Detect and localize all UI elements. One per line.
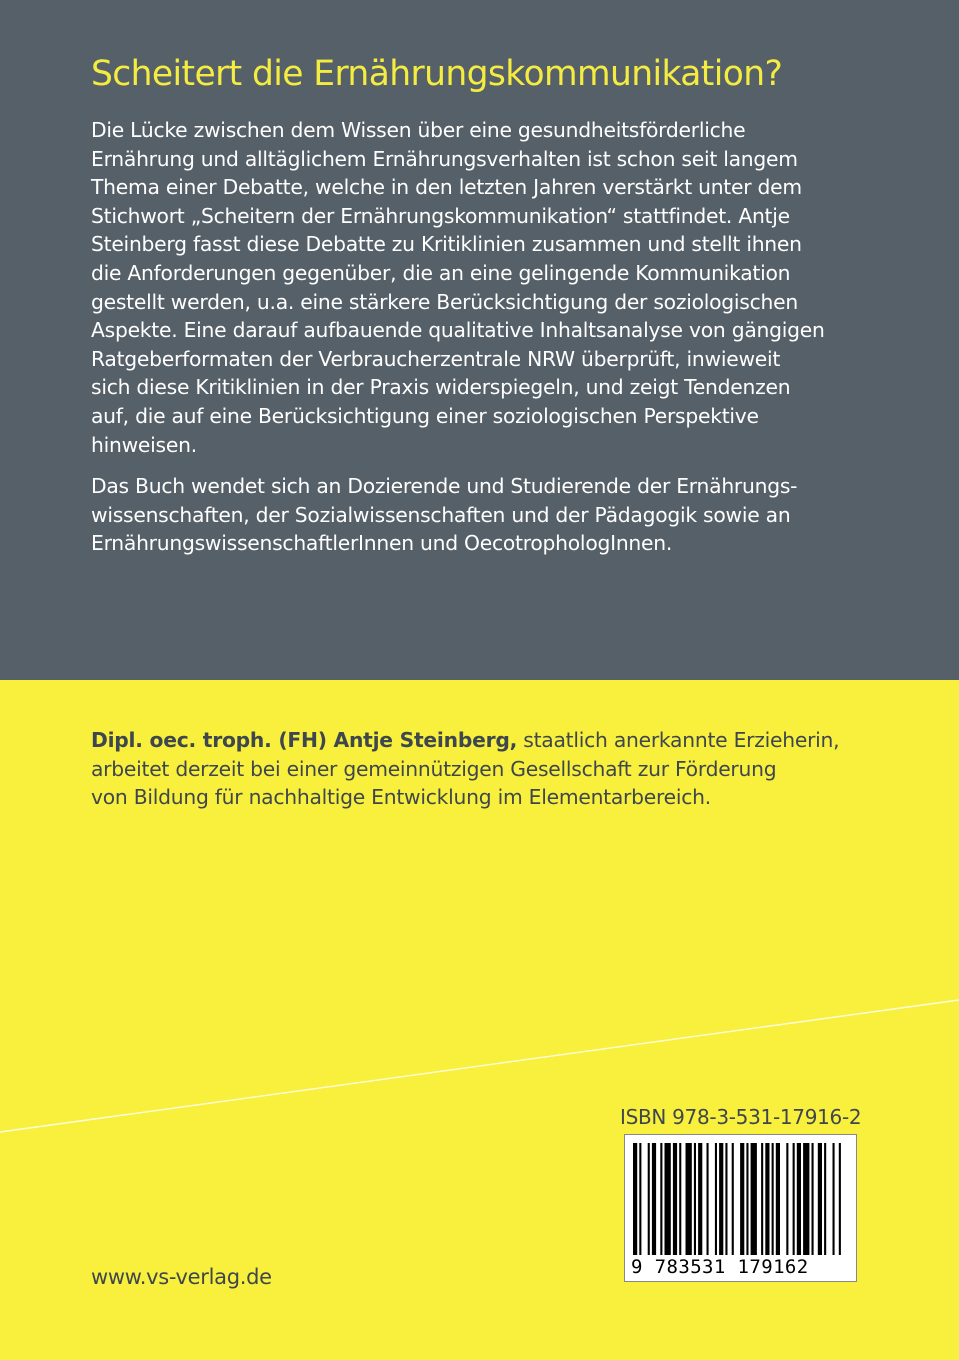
barcode — [624, 1134, 857, 1282]
blurb-line: Ratgeberformaten der Verbraucherzentrale NRW überprüft, inwieweit — [91, 346, 781, 371]
barcode-bar — [698, 1143, 702, 1255]
blurb-line: sich diese Kritiklinien in der Praxis widerspiegeln, und zeigt Tendenzen — [91, 375, 791, 400]
author-bio — [91, 726, 891, 812]
barcode-bar — [725, 1143, 727, 1255]
audience-line: Das Buch wendet sich an Dozierende und Studierende der Ernährungs- — [91, 474, 798, 498]
barcode-bar — [751, 1143, 757, 1255]
blurb-line: gestellt werden, u.a. eine stärkere Berücksichtigung der soziologischen — [91, 289, 798, 314]
barcode-bar — [665, 1143, 671, 1255]
blurb-line: Die Lücke zwischen dem Wissen über eine gesundheitsförderliche — [91, 118, 746, 142]
barcode-bar — [686, 1143, 692, 1255]
barcode-bar — [839, 1143, 841, 1255]
blurb-line: Stichwort „Scheitern der Ernährungskommunikation“ stattfindet. Antje — [91, 203, 790, 228]
author-line: von Bildung für nachhaltige Entwicklung im Elementarbereich. — [91, 785, 711, 810]
audience-line: ErnährungswissenschaftlerInnen und OecotrophologInnen. — [91, 531, 673, 556]
blurb-paragraph — [91, 116, 871, 459]
barcode-digits: 9 783531 179162 — [631, 1256, 809, 1278]
barcode-bar — [797, 1143, 801, 1255]
blurb-line: Ernährung und alltäglichem Ernährungsverhalten ist schon seit langem — [91, 146, 798, 171]
blurb-line: die Anforderungen gegenüber, die an eine gelingende Kommunikation — [91, 260, 791, 285]
barcode-bar — [694, 1143, 696, 1255]
headline: Scheitert die Ernährungskommunikation? — [91, 54, 783, 94]
barcode-bar — [732, 1143, 734, 1255]
barcode-bar — [746, 1143, 748, 1255]
blurb-line: auf, die auf eine Berücksichtigung einer soziologischen Perspektive — [91, 403, 759, 428]
barcode-bar — [707, 1143, 709, 1255]
blurb-line: hinweisen. — [91, 432, 197, 457]
audience-line: wissenschaften, der Sozialwissenschaften und der Pädagogik sowie an — [91, 502, 791, 527]
barcode-bar — [715, 1143, 717, 1255]
barcode-bar — [803, 1143, 809, 1255]
barcode-bar — [719, 1143, 723, 1255]
barcode-bar — [772, 1143, 774, 1255]
barcode-bar — [765, 1143, 769, 1255]
publisher-url: www.vs-verlag.de — [91, 1265, 272, 1289]
barcode-bar — [679, 1143, 681, 1255]
barcode-bar — [639, 1143, 641, 1255]
author-role: staatlich anerkannte Erzieherin, — [517, 728, 840, 752]
isbn-label: ISBN 978-3-531-17916-2 — [620, 1105, 862, 1129]
barcode-bar — [740, 1143, 744, 1255]
barcode-bar — [793, 1143, 795, 1255]
blurb-line: Thema einer Debatte, welche in den letzten Jahren verstärkt unter dem — [91, 175, 802, 200]
barcode-bar — [761, 1143, 763, 1255]
barcode-bar — [833, 1143, 835, 1255]
blurb-line: Aspekte. Eine darauf aufbauende qualitative Inhaltsanalyse von gängigen — [91, 318, 825, 343]
barcode-bar — [648, 1143, 650, 1255]
barcode-bar — [673, 1143, 677, 1255]
barcode-bar — [812, 1143, 814, 1255]
author-line: arbeitet derzeit bei einer gemeinnützigen Gesellschaft zur Förderung — [91, 756, 777, 781]
barcode-bar — [818, 1143, 822, 1255]
barcode-bar — [824, 1143, 826, 1255]
barcode-bar — [633, 1143, 637, 1255]
author-name: Dipl. oec. troph. (FH) Antje Steinberg, — [91, 728, 518, 752]
barcode-bar — [660, 1143, 662, 1255]
barcode-bar — [652, 1143, 656, 1255]
audience-paragraph — [91, 472, 871, 558]
barcode-bar — [786, 1143, 788, 1255]
barcode-bar — [776, 1143, 780, 1255]
author-line — [91, 726, 891, 755]
blurb-line: Steinberg fasst diese Debatte zu Kritiklinien zusammen und stellt ihnen — [91, 232, 802, 257]
